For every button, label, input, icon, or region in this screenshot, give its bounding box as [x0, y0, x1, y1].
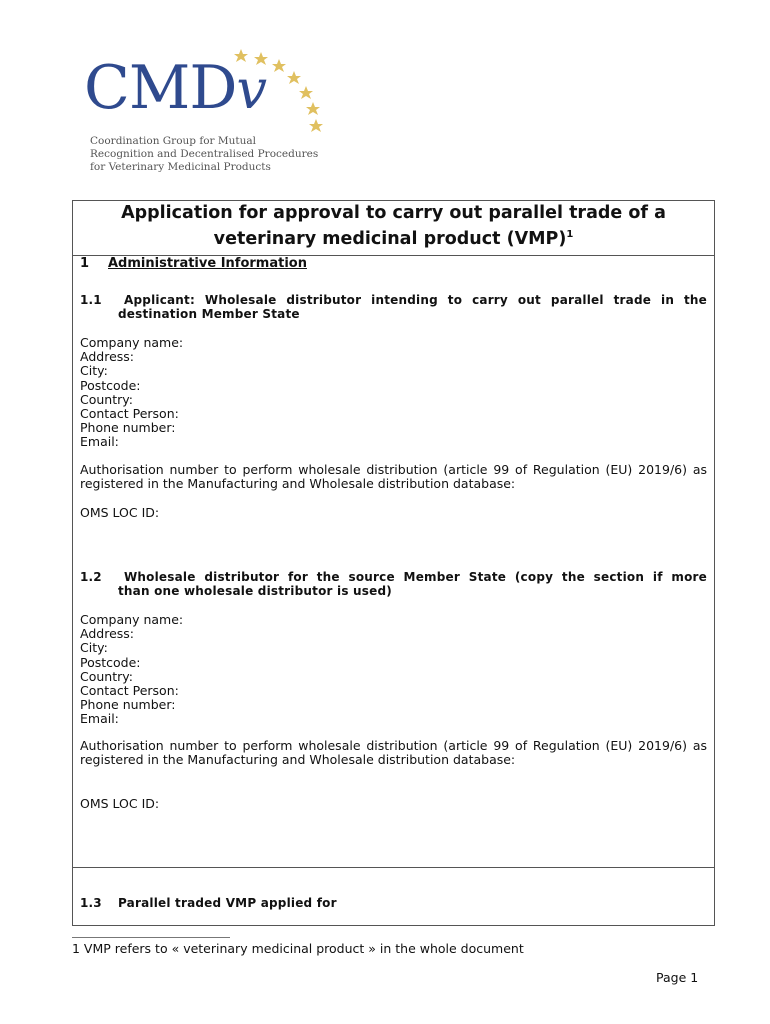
- source-distributor-fields: [80, 613, 183, 727]
- address-label: Address:: [80, 626, 134, 642]
- city-label: City:: [80, 363, 108, 379]
- cmdv-logo: [84, 44, 334, 179]
- section-1-1-heading: 1.1 Applicant: Wholesale distributor intending to carry out parallel trade in the destination Member State: [80, 293, 707, 321]
- star-icon: [309, 119, 323, 132]
- section-1-2-heading: 1.2 Wholesale distributor for the source Member State (copy the section if more than one wholesale distributor is used): [80, 570, 707, 598]
- section-1-3-heading: 1.3 Parallel traded VMP applied for: [80, 896, 337, 910]
- address-label: Address:: [80, 349, 134, 365]
- authorisation-number-label: Authorisation number to perform wholesale distribution (article 99 of Regulation (EU) 2019/6) as registered in the Manufacturing and Wholesale distribution database:: [80, 462, 707, 492]
- page-number: Page 1: [656, 970, 699, 985]
- email-label: Email:: [80, 434, 119, 450]
- postcode-label: Postcode:: [80, 654, 141, 670]
- contact-person-label: Contact Person:: [80, 683, 179, 699]
- postcode-label: Postcode:: [80, 377, 141, 393]
- phone-number-label: Phone number:: [80, 420, 176, 436]
- contact-person-label: Contact Person:: [80, 406, 179, 422]
- email-label: Email:: [80, 711, 119, 727]
- logo-wordmark: CMDv: [84, 53, 266, 123]
- form-title: Application for approval to carry out parallel trade of a veterinary medicinal product (VMP)$^1$: [121, 203, 666, 249]
- city-label: City:: [80, 640, 108, 656]
- company-name-label: Company name:: [80, 612, 184, 627]
- form-title-box: [73, 201, 714, 256]
- footnote-separator: [72, 937, 230, 938]
- star-icon: [287, 71, 301, 84]
- authorisation-number-label: Authorisation number to perform wholesale distribution (article 99 of Regulation (EU) 2019/6) as registered in the Manufacturing and Wholesale distribution database:: [80, 738, 707, 768]
- country-label: Country:: [80, 668, 133, 684]
- oms-loc-id-label: OMS LOC ID:: [80, 796, 160, 811]
- application-form: [72, 200, 715, 926]
- star-icon: [306, 102, 320, 115]
- logo-subtitle: Coordination Group for Mutual Recognition and Decentralised Procedures for Veterinary Medicinal Products: [90, 135, 319, 173]
- company-name-label: Company name:: [80, 335, 184, 350]
- country-label: Country:: [80, 391, 133, 407]
- section-divider: [73, 867, 714, 868]
- footnote: 1 VMP refers to « veterinary medicinal product » in the whole document: [72, 941, 524, 956]
- oms-loc-id-label: OMS LOC ID:: [80, 505, 160, 520]
- applicant-fields: [80, 336, 183, 450]
- star-icon: [299, 86, 313, 99]
- phone-number-label: Phone number:: [80, 697, 176, 713]
- footnote-ref: 1: [566, 229, 574, 240]
- star-icon: [272, 59, 286, 72]
- section-1-heading: 1 Administrative Information: [80, 256, 307, 271]
